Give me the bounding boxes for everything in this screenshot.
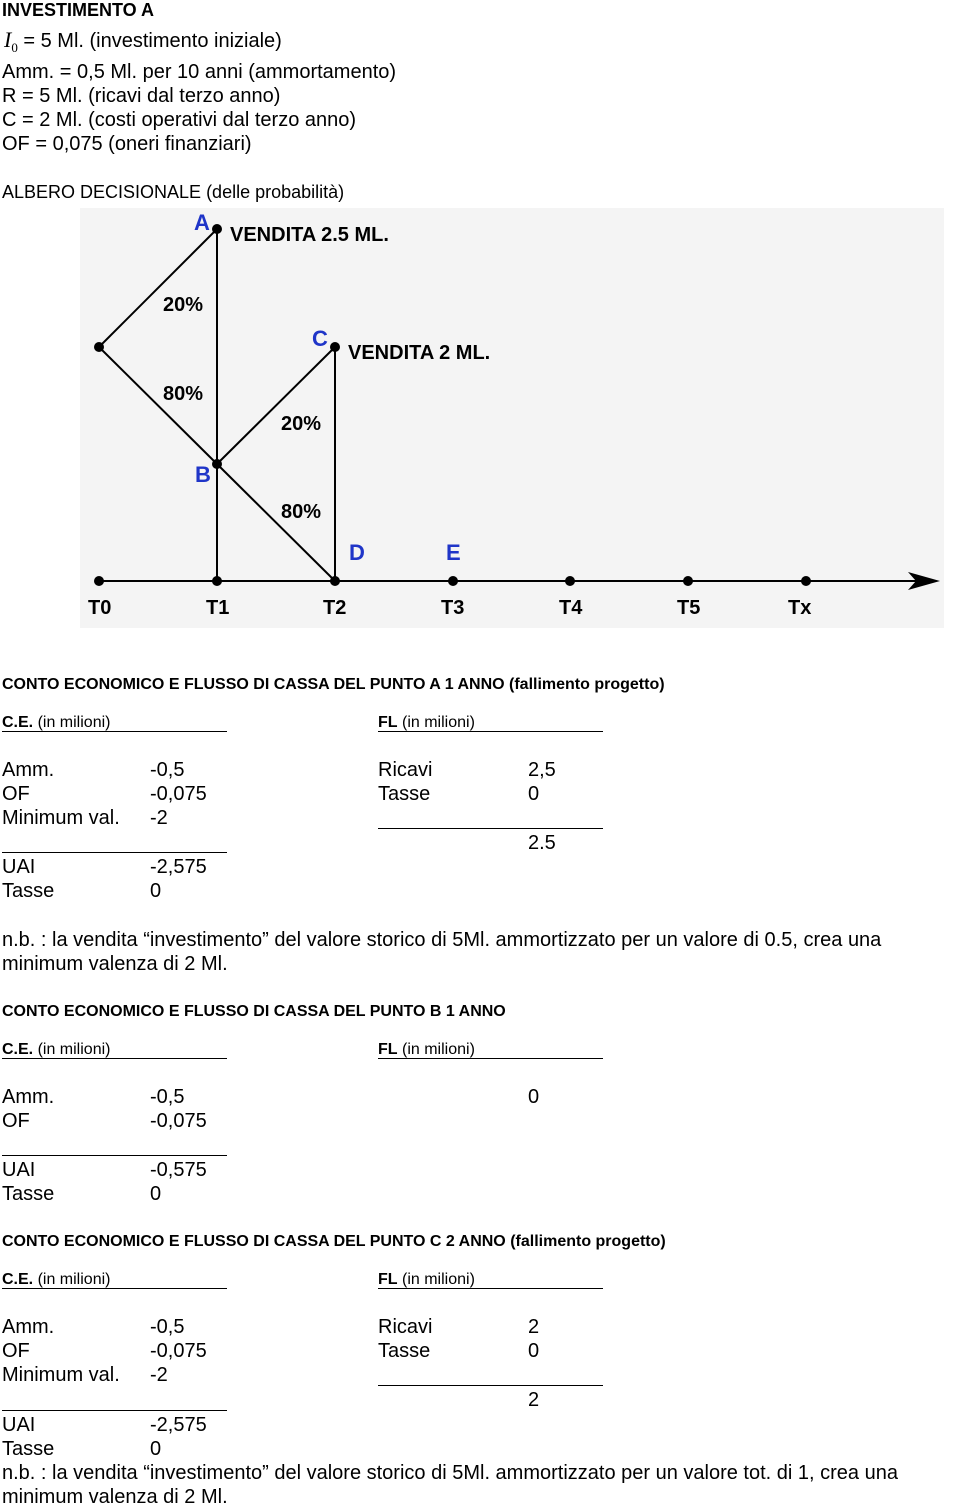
section-c-total-label: UAI — [2, 1414, 36, 1436]
prob-d-down: 80% — [281, 501, 322, 523]
i0-subscript: 0 — [11, 40, 18, 55]
section-a-title: CONTO ECONOMICO E FLUSSO DI CASSA DEL PUNTO A 1 ANNO (fallimento progetto) — [2, 676, 665, 693]
node-c-dot — [330, 342, 340, 352]
section-b-ce-sum-rule — [2, 1155, 227, 1156]
node-c-label: C — [312, 326, 328, 351]
tick-t3 — [448, 576, 458, 586]
section-c-fl-total: 2 — [528, 1389, 540, 1411]
vendita-a-label: VENDITA 2.5 ML. — [230, 224, 389, 246]
section-a-total-value: -2,575 — [150, 856, 207, 878]
section-c-row-value: -0,5 — [150, 1316, 185, 1338]
section-b-title: CONTO ECONOMICO E FLUSSO DI CASSA DEL PUNTO B 1 ANNO — [2, 1003, 506, 1020]
node-d-label: D — [349, 540, 365, 565]
ricavi-line: R = 5 Ml. (ricavi dal terzo anno) — [2, 85, 281, 107]
section-b-fl-header-rule — [378, 1058, 603, 1059]
section-c-ce-header-rule — [2, 1288, 227, 1289]
section-a-fl-label: Ricavi — [378, 759, 433, 781]
section-c-row-label: Amm. — [2, 1316, 55, 1338]
section-a-fl-sum-rule — [378, 828, 603, 829]
section-c-fl-value: 2 — [528, 1316, 540, 1338]
tick-t1 — [212, 576, 222, 586]
section-c-fl-header: FL (in milioni) — [378, 1271, 475, 1288]
section-c-fl-value: 0 — [528, 1340, 540, 1362]
section-a-fl-header-rule — [378, 731, 603, 732]
node-t0-start — [94, 342, 104, 352]
axis-label-t3: T3 — [441, 597, 465, 619]
section-a-ce-header: C.E. (in milioni) — [2, 714, 111, 731]
section-a-fl-total: 2.5 — [528, 832, 556, 854]
section-a-note: n.b. : la vendita “investimento” del valore storico di 5Ml. ammortizzato per un valore di 0.5, crea una — [2, 929, 882, 951]
axis-label-tx: Tx — [788, 597, 812, 619]
section-c-note: n.b. : la vendita “investimento” del valore storico di 5Ml. ammortizzato per un valore tot. di 1, crea una — [2, 1462, 898, 1484]
section-b-total-label: Tasse — [2, 1183, 55, 1205]
section-a-row-label: Minimum val. — [2, 807, 120, 829]
node-a-label: A — [194, 210, 210, 235]
section-b-ce-header-rule — [2, 1058, 227, 1059]
axis-label-t0: T0 — [88, 597, 112, 619]
section-a-row-value: -0,075 — [150, 783, 207, 805]
node-b-label: B — [195, 462, 211, 487]
section-b-total-value: -0,575 — [150, 1159, 207, 1181]
prob-c-up: 20% — [281, 413, 322, 435]
section-b-fl-value: 0 — [528, 1086, 540, 1108]
section-c-fl-sum-rule — [378, 1385, 603, 1386]
section-a-total-value: 0 — [150, 880, 162, 902]
costi-line: C = 2 Ml. (costi operativi dal terzo anno) — [2, 109, 357, 131]
section-a-fl-label: Tasse — [378, 783, 431, 805]
section-b-row-value: -0,5 — [150, 1086, 185, 1108]
tick-tx — [801, 576, 811, 586]
section-a-fl-value: 2,5 — [528, 759, 556, 781]
section-b-total-value: 0 — [150, 1183, 162, 1205]
amm-line: Amm. = 0,5 Ml. per 10 anni (ammortamento) — [2, 61, 397, 83]
section-b-row-label: Amm. — [2, 1086, 55, 1108]
section-c-ce-header: C.E. (in milioni) — [2, 1271, 111, 1288]
section-a-ce-header-rule — [2, 731, 227, 732]
section-c-row-label: Minimum val. — [2, 1364, 120, 1386]
section-a-row-value: -0,5 — [150, 759, 185, 781]
section-c-fl-header-rule — [378, 1288, 603, 1289]
tree-title: ALBERO DECISIONALE (delle probabilità) — [2, 182, 345, 202]
section-c-row-label: OF — [2, 1340, 30, 1362]
tick-t5 — [683, 576, 693, 586]
section-c-fl-label: Tasse — [378, 1340, 431, 1362]
section-c-total-label: Tasse — [2, 1438, 55, 1460]
axis-label-t2: T2 — [323, 597, 347, 619]
section-a-row-label: Amm. — [2, 759, 55, 781]
decision-tree — [0, 0, 960, 640]
section-a-ce-sum-rule — [2, 852, 227, 853]
prob-b-down: 80% — [163, 383, 204, 405]
section-b-total-label: UAI — [2, 1159, 36, 1181]
section-a-note-cont: minimum valenza di 2 Ml. — [2, 953, 228, 975]
prob-a-up: 20% — [163, 294, 204, 316]
node-a-dot — [212, 224, 222, 234]
vendita-c-label: VENDITA 2 ML. — [348, 342, 491, 364]
section-c-total-value: 0 — [150, 1438, 162, 1460]
section-b-row-label: OF — [2, 1110, 30, 1132]
tree-background — [80, 208, 944, 628]
page-title: INVESTIMENTO A — [2, 0, 155, 20]
section-c-row-value: -0,075 — [150, 1340, 207, 1362]
node-b-dot — [212, 459, 222, 469]
section-a-row-label: OF — [2, 783, 30, 805]
section-c-fl-label: Ricavi — [378, 1316, 433, 1338]
i0-text: = 5 Ml. (investimento iniziale) — [17, 30, 282, 52]
section-c-note-cont: minimum valenza di 2 Ml. — [2, 1486, 228, 1508]
tick-t2 — [330, 576, 340, 586]
tick-t4 — [565, 576, 575, 586]
tick-t0 — [94, 576, 104, 586]
section-c-row-value: -2 — [150, 1364, 168, 1386]
i0-symbol: I — [4, 27, 12, 52]
section-a-total-label: UAI — [2, 856, 36, 878]
axis-label-t5: T5 — [677, 597, 701, 619]
section-a-row-value: -2 — [150, 807, 168, 829]
axis-label-t4: T4 — [559, 597, 583, 619]
section-c-ce-sum-rule — [2, 1410, 227, 1411]
section-b-fl-header: FL (in milioni) — [378, 1041, 475, 1058]
node-e-label: E — [446, 540, 461, 565]
section-c-title: CONTO ECONOMICO E FLUSSO DI CASSA DEL PUNTO C 2 ANNO (fallimento progetto) — [2, 1233, 666, 1250]
section-a-fl-header: FL (in milioni) — [378, 714, 475, 731]
section-b-row-value: -0,075 — [150, 1110, 207, 1132]
section-c-total-value: -2,575 — [150, 1414, 207, 1436]
axis-label-t1: T1 — [206, 597, 230, 619]
section-a-total-label: Tasse — [2, 880, 55, 902]
section-b-ce-header: C.E. (in milioni) — [2, 1041, 111, 1058]
oneri-line: OF = 0,075 (oneri finanziari) — [2, 133, 252, 155]
section-a-fl-value: 0 — [528, 783, 540, 805]
